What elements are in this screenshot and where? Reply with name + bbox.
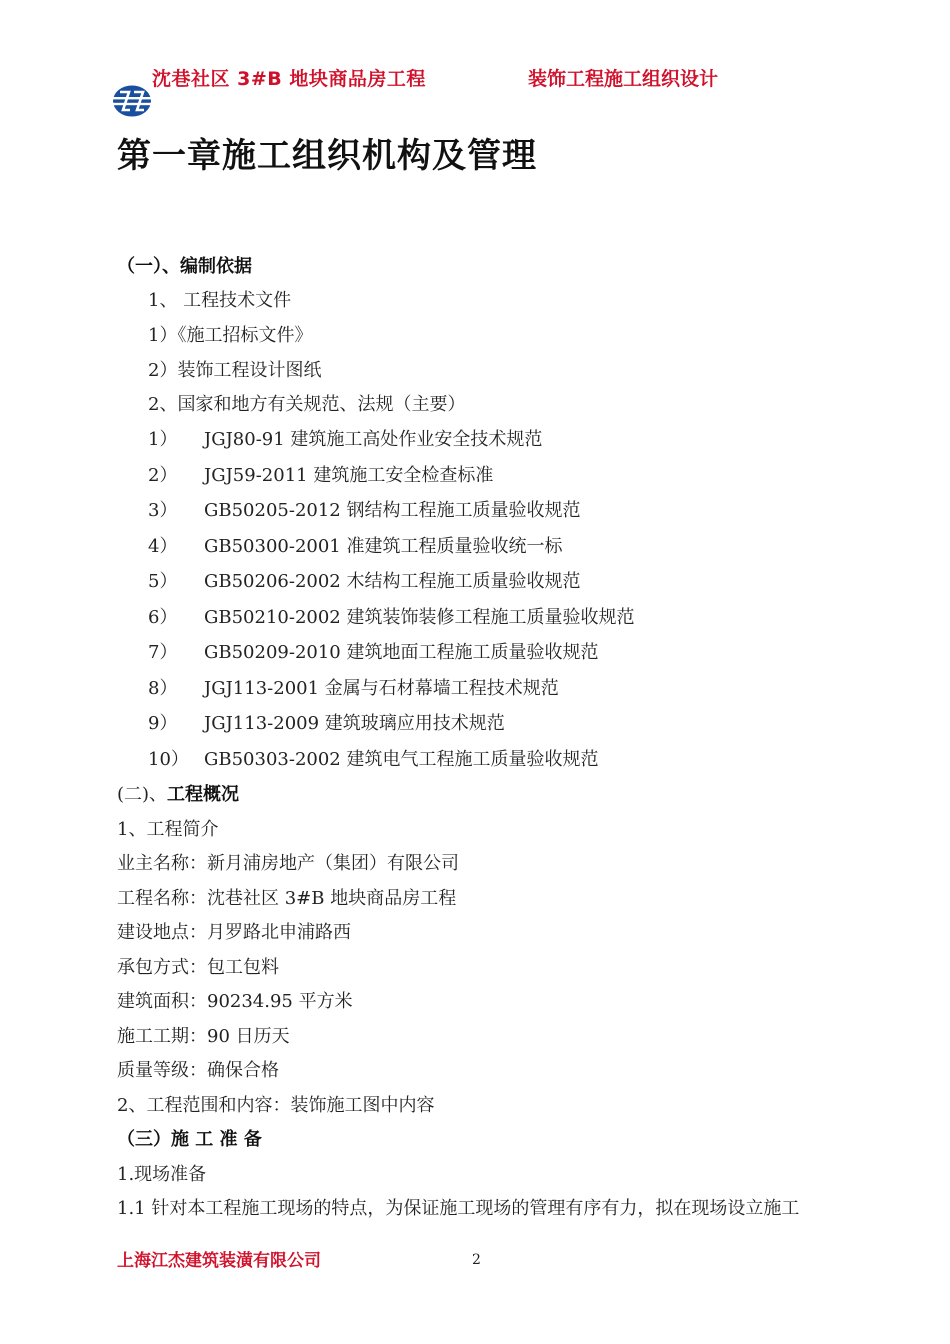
basis-sub-design-drawings: 2）装饰工程设计图纸 (148, 360, 322, 381)
section-heading-overview-prefix: (二)、 (117, 784, 168, 805)
regulation-item (148, 638, 598, 664)
regulation-number: 6） (148, 606, 178, 628)
regulation-number: 7） (148, 642, 178, 663)
regulation-item (148, 425, 542, 451)
regulation-text: GB50205-2012 钢结构工程施工质量验收规范 (204, 500, 581, 521)
regulation-number: 9） (148, 713, 178, 734)
regulation-item (148, 496, 580, 522)
regulation-text: JGJ113-2001 金属与石材幕墙工程技术规范 (204, 677, 559, 699)
company-logo-icon (112, 84, 152, 118)
regulation-text: GB50209-2010 建筑地面工程施工质量验收规范 (204, 642, 599, 663)
regulation-item (148, 461, 493, 487)
regulation-text: GB50206-2002 木结构工程施工质量验收规范 (204, 571, 581, 592)
section-heading-preparation: （三）施 工 准 备 (117, 1129, 262, 1150)
preparation-site: 1.现场准备 (117, 1164, 207, 1185)
regulation-item (148, 709, 505, 735)
header-project-name: 沈巷社区 3#B 地块商品房工程 (152, 68, 426, 90)
regulation-text: GB50300-2001 准建筑工程质量验收统一标 (204, 535, 563, 557)
header-document-title: 装饰工程施工组织设计 (528, 68, 719, 90)
regulation-item (148, 603, 634, 629)
overview-owner: 业主名称：新月浦房地产（集团）有限公司 (117, 853, 459, 874)
regulation-number: 5） (148, 571, 178, 592)
regulation-item (148, 745, 598, 771)
chapter-title: 第一章施工组织机构及管理 (117, 136, 537, 176)
regulation-text: JGJ113-2009 建筑玻璃应用技术规范 (204, 713, 505, 734)
regulation-text: JGJ59-2011 建筑施工安全检查标准 (204, 464, 494, 486)
regulation-number: 3） (148, 500, 178, 521)
basis-sub-tender-docs: 1）《施工招标文件》 (148, 325, 313, 346)
overview-project-name: 工程名称：沈巷社区 3#B 地块商品房工程 (117, 888, 457, 909)
regulation-item (148, 532, 562, 558)
regulation-number: 8） (148, 677, 178, 699)
overview-location: 建设地点：月罗路北申浦路西 (117, 922, 351, 943)
overview-scope: 2、工程范围和内容：装饰施工图中内容 (117, 1095, 435, 1116)
preparation-paragraph: 1.1 针对本工程施工现场的特点，为保证施工现场的管理有序有力，拟在现场设立施工 (117, 1198, 800, 1219)
basis-item-technical-docs: 1、 工程技术文件 (148, 290, 292, 311)
section-heading-overview-title: 工程概况 (167, 784, 240, 805)
footer-company-name: 上海江杰建筑装潢有限公司 (117, 1251, 321, 1271)
footer-page-number: 2 (472, 1252, 481, 1268)
overview-building-area: 建筑面积：90234.95 平方米 (117, 991, 353, 1012)
overview-construction-period: 施工工期：90 日历天 (117, 1026, 290, 1047)
section-heading-overview (117, 780, 239, 806)
regulation-number: 2） (148, 464, 178, 486)
regulation-text: GB50210-2002 建筑装饰装修工程施工质量验收规范 (204, 606, 635, 628)
regulation-item (148, 567, 580, 593)
regulation-text: JGJ80-91 建筑施工高处作业安全技术规范 (204, 429, 543, 450)
regulation-number: 1） (148, 429, 178, 450)
overview-quality-grade: 质量等级：确保合格 (117, 1060, 279, 1081)
regulation-text: GB50303-2002 建筑电气工程施工质量验收规范 (204, 748, 599, 770)
regulation-number: 10） (148, 748, 189, 770)
regulation-number: 4） (148, 535, 178, 557)
section-heading-basis: （一）、编制依据 (117, 256, 252, 277)
regulation-item (148, 674, 559, 700)
basis-item-regulations: 2、国家和地方有关规范、法规（主要） (148, 394, 466, 415)
overview-contract-type: 承包方式：包工包料 (117, 957, 279, 978)
overview-intro: 1、工程简介 (117, 819, 219, 840)
